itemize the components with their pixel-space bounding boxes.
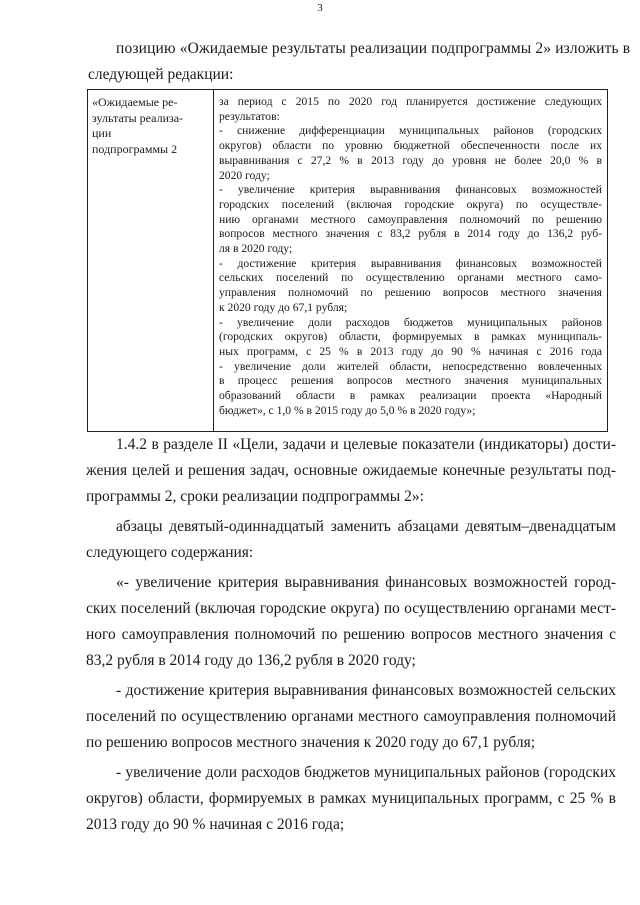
paragraph-line: 2013 году до 90 % начиная с 2016 года; [86,816,345,833]
table-results-line: (городских округов) области, формируемых в рамках муниципаль- [219,330,602,344]
intro-line: позицию «Ожидаемые результаты реализации подпрограммы 2» изложить в [116,40,631,57]
table-results-line: - снижение дифференциации муниципальных районов (городских [219,124,602,138]
table-results-line: - достижение критерия выравнивания финансовых возможностей [219,256,602,270]
paragraph-line: 1.4.2 в разделе II «Цели, задачи и целевые показатели (индикаторы) дости- [116,436,616,453]
table-results-line: за период с 2015 по 2020 год планируется достижение следующих [219,95,602,108]
paragraph-line: 83,2 рубля в 2014 году до 136,2 рубля в 2020 году; [86,652,416,669]
paragraph-line: округов) области, формируемых в рамках муниципальных программ, с 25 % в [86,790,616,807]
table-results-line: к 2020 году до 67,1 рубля; [219,300,348,314]
paragraph-line: ного самоуправления полномочий по решению вопросов местного значения с [86,626,616,643]
paragraph-line: жения целей и решения задач, основные ожидаемые конечные результаты под- [86,462,616,479]
table-results-line: выравнивания с 27,2 % в 2013 году до уровня не более 20,0 % в [219,153,602,167]
table-results-line: округов) области по уровню бюджетной обеспеченности после их [219,139,602,153]
paragraph-line: следующего содержания: [86,544,254,561]
table-results-line: ля в 2020 году; [219,242,293,256]
table-results-line: образований области в рамках реализации проекта «Народный [219,389,602,403]
paragraph-line: поселений по осуществлению органами местного самоуправления полномочий [86,708,616,725]
table-heading-line: «Ожидаемые ре- [92,95,178,109]
table-results-line: городских поселений (включая городские округа) по осуществле- [219,197,602,211]
paragraph-line: - достижение критерия выравнивания финансовых возможностей сельских [116,682,616,699]
paragraph-line: - увеличение доли расходов бюджетов муниципальных районов (городских [116,764,616,781]
table-results-line: ных программ, с 25 % в 2013 году до 90 % начиная с 2016 года [219,344,602,358]
page-number: 3 [317,2,323,14]
table-results-line: 2020 году; [219,168,270,182]
results-table [87,89,608,432]
table-results-line: сельских поселений по осуществлению органами местного само- [219,271,602,285]
table-cell-heading [92,95,204,157]
table-heading-line: подпрограммы 2 [92,141,178,156]
table-results-line: - увеличение критерия выравнивания финансовых возможностей [219,183,602,197]
paragraph-line: «- увеличение критерия выравнивания финансовых возможностей город- [116,574,616,591]
table-results-line: вопросов местного значения с 83,2 рубля в 2014 году до 136,2 руб- [219,227,602,241]
table-heading-line: ции [92,126,112,140]
table-results-line: управления полномочий по решению вопросов местного значения [219,286,602,300]
table-column-divider [213,90,214,431]
paragraph-line: абзацы девятый-одиннадцатый заменить абзацами девятым–двенадцатым [116,518,616,535]
paragraph-line: ских поселений (включая городские округа) по осуществлению органами мест- [86,600,616,617]
table-results-line: результатов: [219,109,280,123]
paragraph-line: по решению вопросов местного значения к 2020 году до 67,1 рубля; [86,734,536,751]
paragraph-line: программы 2, сроки реализации подпрограммы 2»: [86,488,424,505]
table-cell-results [219,95,602,418]
table-heading-line: зультаты реализа- [92,110,184,125]
intro-line: следующей редакции: [88,66,234,83]
table-results-line: - увеличение доли жителей области, непосредственно вовлеченных [219,359,602,373]
table-results-line: в процесс решения вопросов местного значения муниципальных [219,374,602,388]
table-results-line: бюджет», с 1,0 % в 2015 году до 5,0 % в 2020 году»; [219,403,476,417]
table-results-line: - увеличение доли расходов бюджетов муниципальных районов [219,315,602,329]
table-results-line: нию органами местного самоуправления полномочий по решению [219,212,602,226]
